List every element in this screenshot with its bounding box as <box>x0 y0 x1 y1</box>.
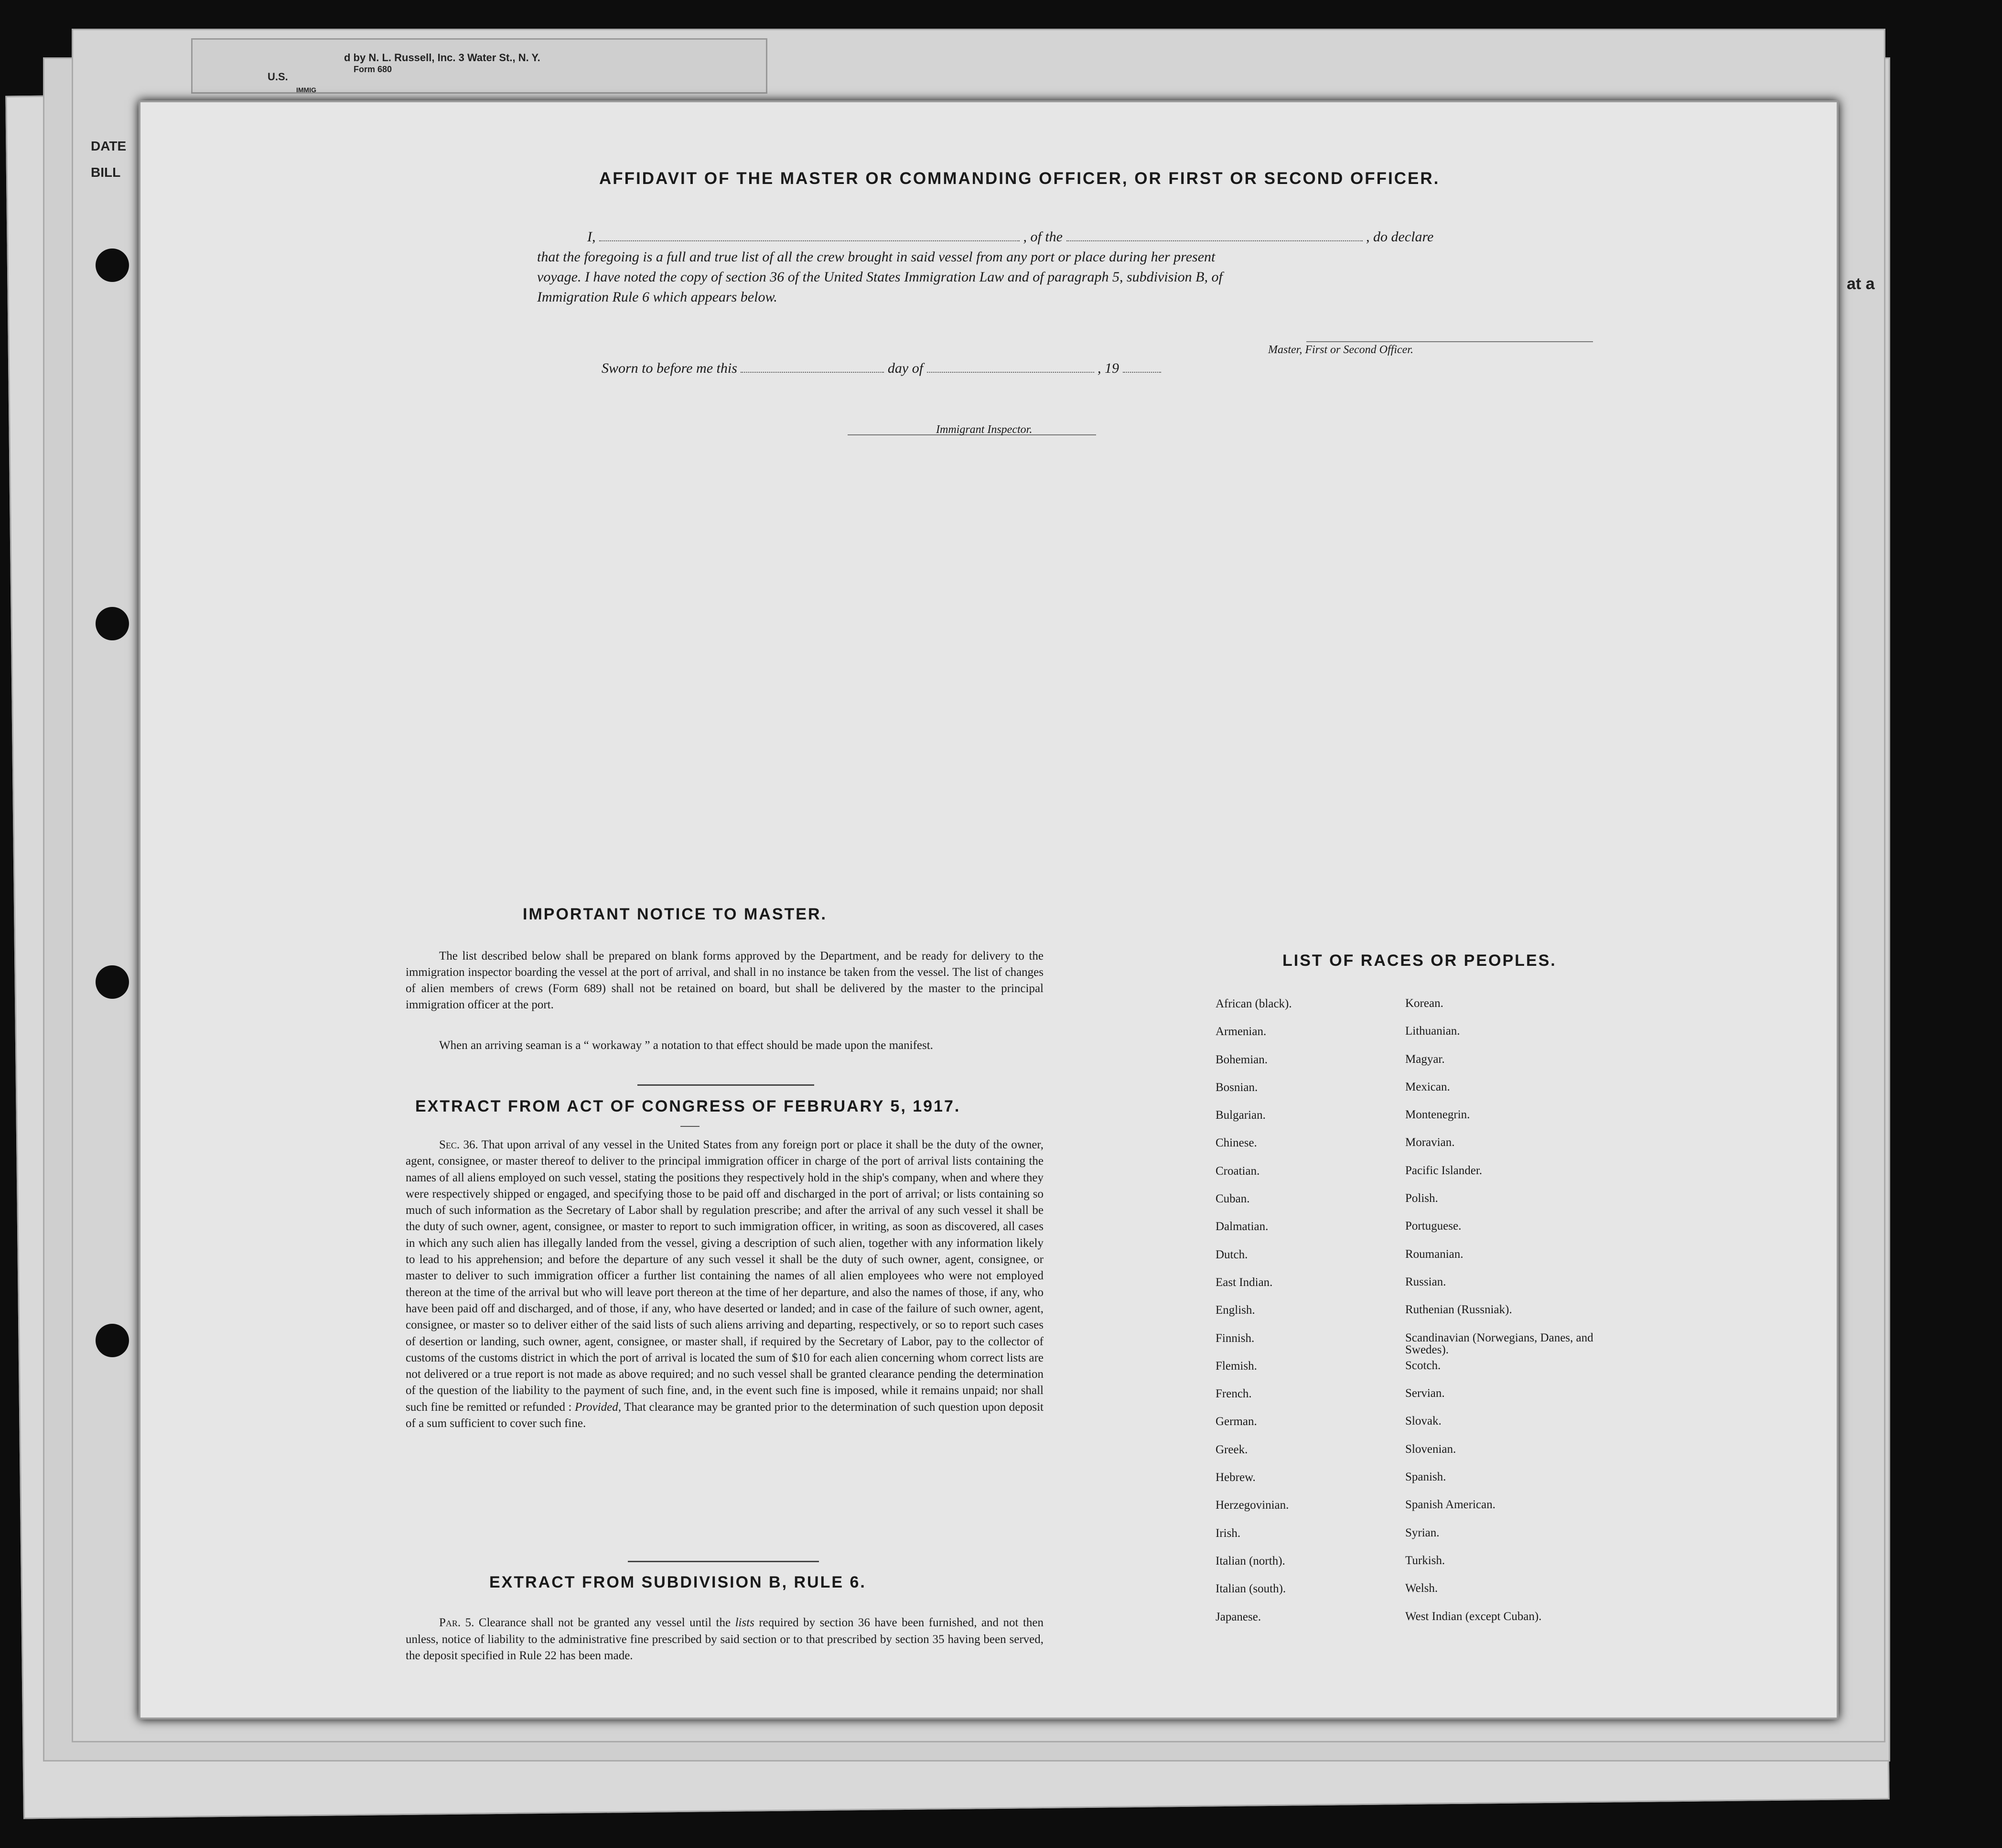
act-section-tail: That clearance may be granted prior to the determination of such question upon deposit of a sum sufficient to cover such fine. <box>406 1400 1044 1430</box>
race-item: Roumanian. <box>1405 1247 1464 1261</box>
declaration-do-declare: , do declare <box>1366 229 1434 245</box>
race-item: Scotch. <box>1405 1359 1441 1372</box>
name-blank <box>599 240 1020 241</box>
race-item: Hebrew. <box>1216 1471 1256 1484</box>
race-item: West Indian (except Cuban). <box>1405 1610 1542 1623</box>
races-left-column <box>1216 997 1388 1638</box>
races-right-column <box>1405 997 1606 1638</box>
race-item: Greek. <box>1216 1443 1248 1456</box>
notice-heading: IMPORTANT NOTICE TO MASTER. <box>523 905 827 923</box>
declaration-line-3: voyage. I have noted the copy of section 36 of the United States Immigration Law and of paragraph 5, subdivision B, of <box>537 269 1223 285</box>
race-item: Russian. <box>1405 1275 1446 1288</box>
sworn-text: Sworn to before me this <box>602 360 737 376</box>
printer-line: d by N. L. Russell, Inc. 3 Water St., N. Y. <box>344 52 540 64</box>
race-item: Herzegovinian. <box>1216 1499 1289 1512</box>
race-item: Welsh. <box>1405 1582 1438 1595</box>
vessel-blank <box>1066 240 1363 241</box>
rule-text-2: required by section 36 have been furnished, and not then unless, notice of liability to the administrative fine prescribed by said section or to that prescribed by section 35 having been served, the deposit specified in Rule 22 has been made. <box>406 1616 1044 1662</box>
race-item: East Indian. <box>1216 1275 1273 1289</box>
race-item: German. <box>1216 1415 1257 1428</box>
race-item: Slovak. <box>1405 1415 1442 1428</box>
race-item: English. <box>1216 1304 1255 1317</box>
immig-label: IMMIG <box>296 86 316 94</box>
race-item: Bosnian. <box>1216 1081 1258 1094</box>
race-item: Bulgarian. <box>1216 1109 1266 1122</box>
binder-hole <box>96 607 129 640</box>
act-section-36 <box>406 1137 1044 1432</box>
race-item: Spanish. <box>1405 1470 1446 1484</box>
affidavit-sheet <box>139 100 1839 1719</box>
rule-text-1: Clearance shall not be granted any vessel until the <box>478 1616 731 1629</box>
rule-heading: EXTRACT FROM SUBDIVISION B, RULE 6. <box>489 1573 866 1591</box>
rule-lists: lists <box>735 1616 754 1629</box>
race-item: Lithuanian. <box>1405 1025 1460 1038</box>
race-item: Irish. <box>1216 1526 1241 1540</box>
rule-par-label: Par. 5. <box>439 1616 474 1629</box>
race-item: Montenegrin. <box>1405 1108 1470 1122</box>
race-item: Croatian. <box>1216 1164 1260 1178</box>
declaration-line-1 <box>587 229 1615 245</box>
act-section-label: Sec. 36. <box>439 1138 478 1151</box>
race-item: Korean. <box>1405 997 1443 1010</box>
declaration-of-the: , of the <box>1023 229 1063 245</box>
signature-line <box>1306 341 1593 342</box>
race-item: Flemish. <box>1216 1359 1257 1372</box>
race-item: Slovenian. <box>1405 1442 1456 1456</box>
act-small-rule <box>680 1126 700 1127</box>
section-divider <box>628 1561 819 1562</box>
race-item: Syrian. <box>1405 1526 1440 1539</box>
date-label: DATE <box>91 139 127 153</box>
sworn-year-blank <box>1123 372 1161 373</box>
binder-hole <box>96 249 129 282</box>
race-item: Finnish. <box>1216 1331 1255 1345</box>
race-item: Italian (south). <box>1216 1582 1286 1596</box>
form-number: Form 680 <box>354 65 392 74</box>
race-item: Mexican. <box>1405 1080 1450 1093</box>
race-item: Dutch. <box>1216 1248 1248 1261</box>
sworn-month-blank <box>927 372 1094 373</box>
race-item: Cuban. <box>1216 1192 1250 1206</box>
act-section-text: That upon arrival of any vessel in the United States from any foreign port or place it shall be the duty of the owner, agent, consignee, or master thereof to deliver to the principal immigration officer in charge of the port of arrival lists containing the names of all aliens employed on such vessel, stating the positions they respectively hold in the ship's company, when and where they were respectively shipped or engaged, and specifying those to be paid off and discharged in the port of arrival; or lists containing so much of such information as the Secretary of Labor shall by regulation prescribe; and after the arrival of any such vessel it shall be the duty of such owner, agent, consignee, or master to report to such immigration officer, in writing, as soon as discovered, all cases in which any such alien has illegally landed from the vessel, giving a description of such alien, together with any information likely to lead to his apprehension; and before the departure of any such vessel it shall be the duty of such owner, agent, consignee, or master to deliver to such immigration officer a further list containing the names of all alien employees who were not employed thereon at the time of the arrival but who will leave port thereon at the time of her departure, and also the names of those, if any, who have been paid off and discharged, and of those, if any, who have deserted or landed; and in case of the failure of such owner, agent, consignee, or master so to deliver either of the said lists of such aliens arriving and departing, respectively, or so to report such cases of desertion or landing, such owner, agent, consignee, or master shall, if required by the Secretary of Labor, pay to the collector of customs of the customs district in which the port of arrival is located the sum of $10 for each alien concerning whom correct lists are not delivered or a true report is not made as above required; and no such vessel shall be granted clearance pending the determination of the question of the liability to the payment of such fine, and, in the event such fine is imposed, while it remains unpaid; nor shall such fine be remitted or refunded : <box>406 1138 1044 1414</box>
notice-paragraph-1: The list described below shall be prepared on blank forms approved by the Department, and be ready for delivery to the immigration inspector boarding the vessel at the port of arrival, and shall in no instance be taken from the vessel. The list of changes of alien members of crews (Form 689) shall not be retained on board, but shall be delivered by the master to the principal immigration officer at the port. <box>406 950 1044 1011</box>
declaration-line-2: that the foregoing is a full and true list of all the crew brought in said vessel from any port or place during her present <box>537 249 1216 265</box>
race-item: Moravian. <box>1405 1136 1455 1149</box>
rule-paragraph-5 <box>406 1615 1044 1664</box>
race-item: Bohemian. <box>1216 1053 1268 1066</box>
races-heading: LIST OF RACES OR PEOPLES. <box>1282 951 1557 970</box>
race-item: Turkish. <box>1405 1554 1445 1567</box>
race-item: Armenian. <box>1216 1025 1267 1038</box>
race-item: Polish. <box>1405 1192 1438 1205</box>
declaration-line-4: Immigration Rule 6 which appears below. <box>537 289 777 305</box>
race-item: Ruthenian (Russniak). <box>1405 1303 1512 1317</box>
signer-caption: Master, First or Second Officer. <box>1268 344 1413 356</box>
race-item: Dalmatian. <box>1216 1220 1269 1233</box>
sworn-day-blank <box>741 372 884 373</box>
race-item: Spanish American. <box>1405 1498 1496 1512</box>
race-item: Scandinavian (Norwegians, Danes, and Swedes). <box>1405 1331 1593 1356</box>
us-label: U.S. <box>268 71 288 83</box>
bill-label: BILL <box>91 165 121 180</box>
act-heading: EXTRACT FROM ACT OF CONGRESS OF FEBRUARY 5, 1917. <box>415 1097 961 1115</box>
race-item: Japanese. <box>1216 1610 1261 1623</box>
race-item: Pacific Islander. <box>1405 1164 1483 1177</box>
section-divider <box>637 1084 814 1086</box>
race-item: Portuguese. <box>1405 1220 1462 1233</box>
binder-hole <box>96 965 129 999</box>
declaration-i: I, <box>587 229 596 245</box>
binder-hole <box>96 1324 129 1357</box>
inspector-caption: Immigrant Inspector. <box>936 423 1033 436</box>
act-provided: Provided, <box>575 1400 621 1414</box>
race-item: Servian. <box>1405 1387 1445 1400</box>
sworn-line <box>602 360 1161 377</box>
race-item: Magyar. <box>1405 1052 1445 1066</box>
notice-paragraph-2: When an arriving seaman is a “ workaway ” a notation to that effect should be made upon the manifest. <box>439 1039 933 1052</box>
stub-strip <box>191 38 767 94</box>
race-item: Chinese. <box>1216 1136 1257 1150</box>
affidavit-heading: AFFIDAVIT OF THE MASTER OR COMMANDING OFFICER, OR FIRST OR SECOND OFFICER. <box>599 169 1440 188</box>
at-a-label: at a <box>1847 275 1875 293</box>
race-item: French. <box>1216 1387 1252 1401</box>
sworn-year: , 19 <box>1098 360 1119 376</box>
sworn-day-of: day of <box>887 360 924 376</box>
race-item: Italian (north). <box>1216 1554 1285 1567</box>
race-item: African (black). <box>1216 997 1292 1010</box>
